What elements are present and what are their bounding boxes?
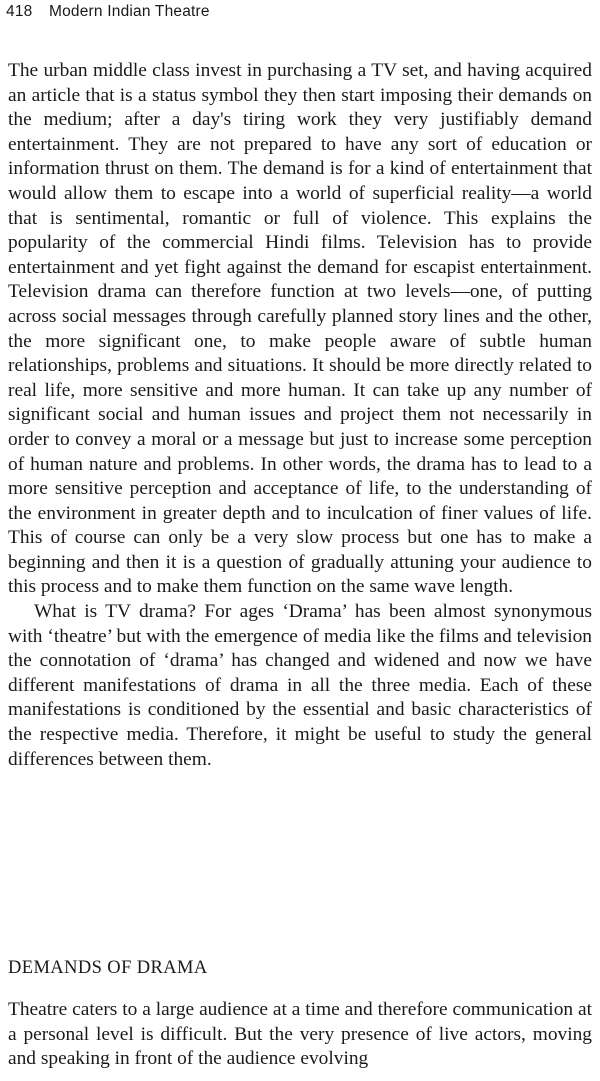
section-heading: DEMANDS OF DRAMA: [8, 958, 208, 978]
section-body: [8, 998, 592, 1072]
running-head: [6, 3, 210, 21]
body-text: [8, 59, 592, 772]
paragraph: Theatre caters to a large audience at a time and therefore communication at a personal level is difficult. But the very presence of live actors, moving and speaking in front of the audience evolving: [8, 999, 592, 1070]
paragraph: The urban middle class invest in purchasing a TV set, and having acquired an article that is a status symbol they then start imposing their demands on the medium; after a day's tiring work they very justifiably demand entertainment. They are not prepared to have any sort of education or information thrust on them. The demand is for a kind of entertainment that would allow them to escape into a world of superficial reality—a world that is sentimental, romantic or full of violence. This explains the popularity of the commercial Hindi films. Television has to provide entertainment and yet fight against the demand for escapist entertainment. Television drama can therefore function at two levels—one, of putting across social messages through carefully planned story lines and the other, the more significant one, to make people aware of subtle human relationships, problems and situations. It should be more directly related to real life, more sensitive and more human. It can take up any number of significant social and human issues and project them not necessarily in order to convey a moral or a message but just to increase some perception of human nature and problems. In other words, the drama has to lead to a more sensitive perception and acceptance of life, to the understanding of the environment in greater depth and to inculcation of finer values of life. This of course can only be a very slow process but one has to make a beginning and then it is a question of gradually attuning your audience to this process and to make them function on the same wave length.: [8, 60, 592, 598]
book-title: Modern Indian Theatre: [48, 3, 210, 20]
paragraph: What is TV drama? For ages ‘Drama’ has been almost synonymous with ‘theatre’ but with the emergence of media like the films and television the connotation of ‘drama’ has changed and widened and now we have different manifestations of drama in all the three media. Each of these manifestations is conditioned by the essential and basic characteristics of the respective media. Therefore, it might be useful to study the general differences between them.: [8, 601, 592, 770]
page-number: 418: [6, 3, 33, 20]
